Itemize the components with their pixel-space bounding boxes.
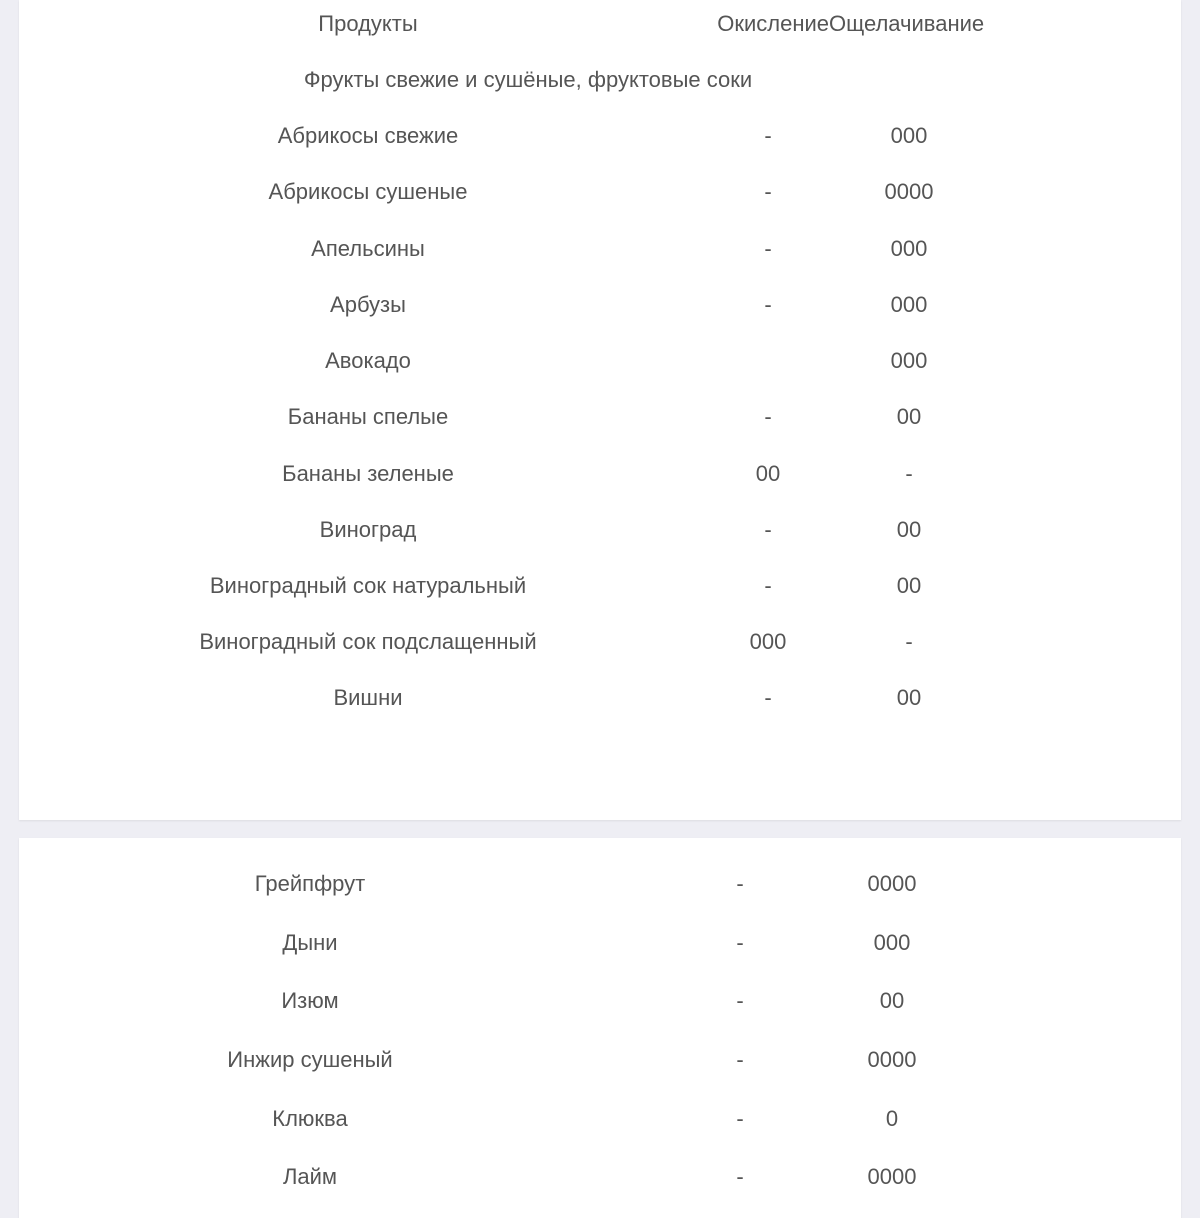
acidification-value: - (764, 573, 772, 598)
product-name: Апельсины (311, 236, 425, 261)
alkalization-value: 0000 (867, 1164, 917, 1189)
product-name: Авокадо (325, 348, 411, 373)
acidification-value: - (764, 236, 772, 261)
acidification-value: 00 (755, 461, 781, 486)
alkalization-value: 0000 (867, 1047, 917, 1072)
table-row (19, 116, 1181, 156)
alkalization-value: 000 (890, 292, 928, 317)
product-name: Дыни (282, 930, 338, 955)
product-name: Виноградный сок натуральный (209, 573, 527, 598)
alkalization-value: 00 (896, 517, 922, 542)
acidification-value: - (736, 1164, 744, 1189)
header-products: Продукты (318, 11, 418, 36)
category-row (19, 60, 1181, 100)
product-name: Изюм (281, 988, 339, 1013)
acidification-value: - (736, 988, 744, 1013)
table-card-page-1 (19, 0, 1181, 820)
acidification-value: - (764, 685, 772, 710)
table-row (19, 622, 1181, 662)
table-row (19, 229, 1181, 269)
product-name: Виноград (319, 517, 417, 542)
alkalization-value: 000 (890, 348, 928, 373)
table-row (19, 397, 1181, 437)
table-header-row (19, 4, 1181, 44)
table-row (19, 454, 1181, 494)
alkalization-value: 000 (873, 930, 911, 955)
acidification-value: - (764, 517, 772, 542)
alkalization-value: - (905, 461, 913, 486)
table-row (19, 1157, 1181, 1197)
alkalization-value: 00 (896, 404, 922, 429)
product-name: Грейпфрут (254, 871, 366, 896)
acidification-value: - (736, 1047, 744, 1072)
product-name: Виноградный сок подслащенный (199, 629, 537, 654)
table-card-page-2 (19, 838, 1181, 1218)
alkalization-value: 0000 (867, 871, 917, 896)
product-name: Бананы спелые (287, 404, 449, 429)
acidification-value: - (736, 1106, 744, 1131)
acidification-value: - (764, 292, 772, 317)
alkalization-value: 000 (890, 123, 928, 148)
header-acidification: Окисление (717, 11, 829, 36)
acidification-value: - (764, 179, 772, 204)
alkalization-value: 0000 (884, 179, 934, 204)
header-alkalization: Ощелачивание (829, 11, 985, 36)
table-row (19, 923, 1181, 963)
product-name: Вишни (333, 685, 403, 710)
product-name: Абрикосы сушеные (268, 179, 468, 204)
table-row (19, 172, 1181, 212)
alkalization-value: 00 (879, 988, 905, 1013)
table-row (19, 341, 1181, 381)
table-row (19, 981, 1181, 1021)
acidification-value: 000 (749, 629, 787, 654)
product-name: Инжир сушеный (227, 1047, 393, 1072)
alkalization-value: 0 (885, 1106, 899, 1131)
acidification-value: - (764, 123, 772, 148)
product-name: Бананы зеленые (282, 461, 454, 486)
table-row (19, 864, 1181, 904)
acidification-value: - (736, 930, 744, 955)
product-name: Лайм (282, 1164, 338, 1189)
alkalization-value: 00 (896, 573, 922, 598)
alkalization-value: 000 (890, 236, 928, 261)
alkalization-value: 00 (896, 685, 922, 710)
product-name: Арбузы (330, 292, 406, 317)
acidification-value: - (736, 871, 744, 896)
table-row (19, 1040, 1181, 1080)
acidification-value: - (764, 404, 772, 429)
table-row (19, 510, 1181, 550)
table-row (19, 566, 1181, 606)
product-name: Клюква (272, 1106, 348, 1131)
product-name: Абрикосы свежие (277, 123, 459, 148)
category-title: Фрукты свежие и сушёные, фруктовые соки (303, 67, 753, 92)
alkalization-value: - (905, 629, 913, 654)
table-row (19, 285, 1181, 325)
table-row (19, 1099, 1181, 1139)
table-row (19, 678, 1181, 718)
